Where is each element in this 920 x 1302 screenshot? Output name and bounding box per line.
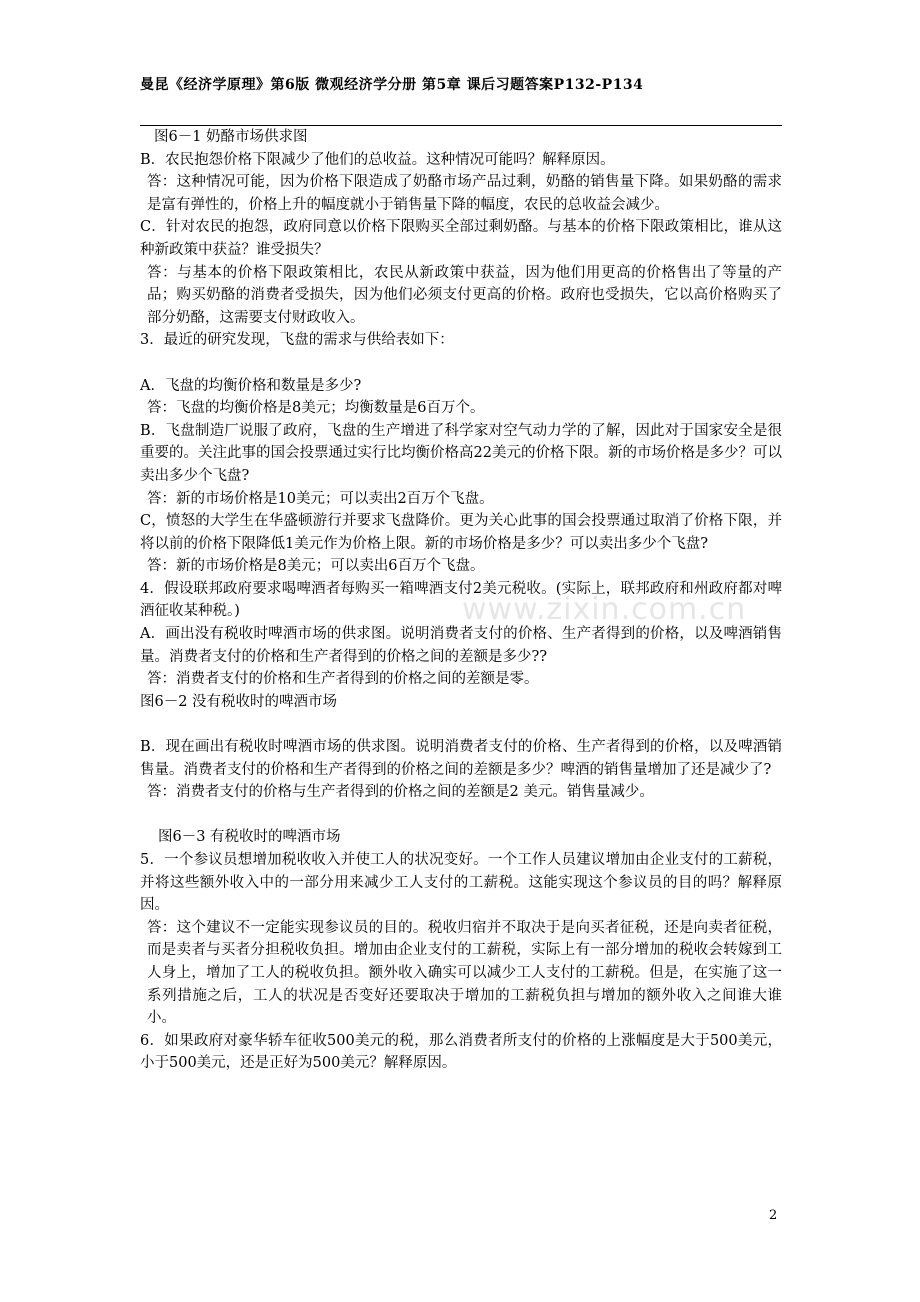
figure-caption: 图6－2 没有税收时的啤酒市场 (140, 693, 338, 710)
question-paragraph: 6．如果政府对豪华轿车征收500美元的税，那么消费者所支付的价格的上涨幅度是大于500美元，小于500美元，还是正好为500美元？解释原因。 (140, 1032, 782, 1072)
blank-line (140, 804, 782, 827)
figure-caption: 图6－1 奶酪市场供求图 (154, 129, 308, 145)
question-paragraph: 4．假设联邦政府要求喝啤酒者每购买一箱啤酒支付2美元税收。(实际上，联邦政府和州政府都对啤酒征收某种税。) (140, 580, 782, 620)
answer-paragraph: 答：消费者支付的价格和生产者得到的价格之间的差额是零。 (147, 671, 539, 688)
answer-paragraph: 答：这种情况可能，因为价格下限造成了奶酪市场产品过剩，奶酪的销售量下降。如果奶酪的需求是富有弹性的，价格上升的幅度就小于销售量下降的幅度，农民的总收益会减少。 (147, 174, 782, 213)
answer-paragraph: 答：飞盘的均衡价格是8美元；均衡数量是6百万个。 (147, 400, 485, 417)
question-paragraph: C，愤怒的大学生在华盛顿游行并要求飞盘降价。更为关心此事的国会投票通过取消了价格下限，并将以前的价格下限降低1美元作为价格上限。新的市场价格是多少？可以卖出多少个飞盘? (140, 513, 782, 552)
answer-paragraph: 答：消费者支付的价格与生产者得到的价格之间的差额是2 美元。销售量减少。 (147, 784, 654, 801)
blank-line (140, 352, 782, 375)
watermark: www.zixin.com.cn (462, 592, 747, 627)
question-paragraph: 5．一个参议员想增加税收收入并使工人的状况变好。一个工作人员建议增加由企业支付的工薪税，并将这些额外收入中的一部分用来减少工人支付的工薪税。这能实现这个参议员的目的吗？解释原因。 (140, 852, 782, 914)
answer-paragraph: 答：新的市场价格是10美元；可以卖出2百万个飞盘。 (147, 490, 494, 507)
question-paragraph: B．现在画出有税收时啤酒市场的供求图。说明消费者支付的价格、生产者得到的价格，以及啤酒销售量。消费者支付的价格和生产者得到的价格之间的差额是多少？啤酒的销售量增加了还是减少了? (140, 739, 782, 778)
document-header-title: 曼昆《经济学原理》第6版 微观经济学分册 第5章 课后习题答案P132-P134 (140, 77, 644, 93)
question-paragraph: B．飞盘制造厂说服了政府，飞盘的生产增进了科学家对空气动力学的了解，因此对于国家安全是很重要的。关注此事的国会投票通过实行比均衡价格高22美元的价格下限。新的市场价格是多少？可以卖出多少个飞盘? (140, 422, 782, 484)
answer-paragraph: 答：新的市场价格是8美元；可以卖出6百万个飞盘。 (147, 558, 485, 575)
document-body (140, 126, 782, 1075)
blank-line (140, 713, 782, 736)
question-paragraph: A．飞盘的均衡价格和数量是多少? (140, 377, 362, 394)
answer-paragraph: 答：与基本的价格下限政策相比，农民从新政策中获益，因为他们用更高的价格售出了等量的产品；购买奶酪的消费者受损失，因为他们必须支付更高的价格。政府也受损失，它以高价格购买了部分奶酪，这需要支付财政收入。 (147, 264, 782, 326)
question-paragraph: C．针对农民的抱怨，政府同意以价格下限购买全部过剩奶酪。与基本的价格下限政策相比，谁从这种新政策中获益？谁受损失？ (140, 219, 782, 258)
question-paragraph: B．农民抱怨价格下限减少了他们的总收益。这种情况可能吗？解释原因。 (140, 151, 615, 168)
question-paragraph: 3．最近的研究发现，飞盘的需求与供给表如下： (140, 332, 454, 349)
page-number: 2 (769, 1208, 778, 1223)
question-paragraph: A．画出没有税收时啤酒市场的供求图。说明消费者支付的价格、生产者得到的价格，以及啤酒销售量。消费者支付的价格和生产者得到的价格之间的差额是多少?? (140, 626, 782, 665)
figure-caption: 图6－3 有税收时的啤酒市场 (158, 829, 341, 846)
answer-paragraph: 答：这个建议不一定能实现参议员的目的。税收归宿并不取决于是向买者征税，还是向卖者征税，而是卖者与买者分担税收负担。增加由企业支付的工薪税，实际上有一部分增加的税收会转嫁到工人身上，增加了工人的税收负担。额外收入确实可以减少工人支付的工薪税。但是，在实施了这一系列措施之后，工人的状况是否变好还要取决于增加的工薪税负担与增加的额外收入之间谁大谁小。 (147, 919, 782, 1027)
